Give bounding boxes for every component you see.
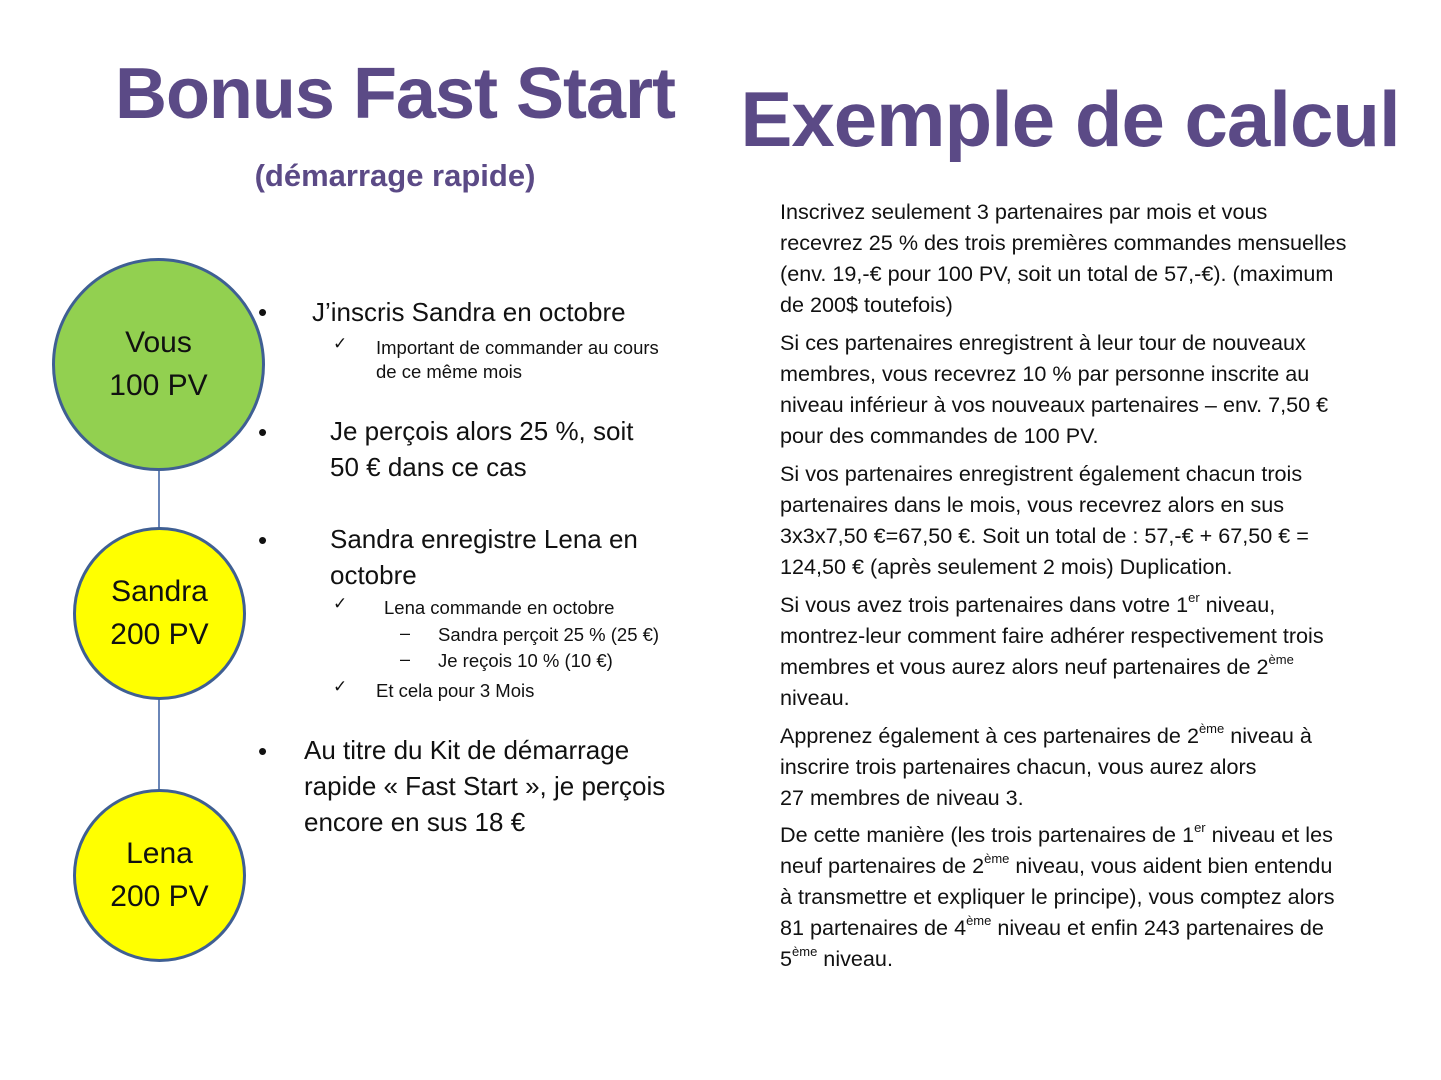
- bullet-3-marker: •: [258, 525, 268, 555]
- bullet-2-text: Je perçois alors 25 %, soit 50 € dans ce cas: [330, 416, 634, 482]
- connector-vous-sandra: [158, 468, 160, 530]
- node-lena: [73, 789, 246, 962]
- example-title: Exemple de calcul: [740, 75, 1400, 163]
- node-sandra: [73, 527, 246, 700]
- node-vous-name: Vous: [125, 325, 192, 359]
- node-lena-name: Lena: [126, 836, 193, 870]
- bullet-1-marker: •: [258, 297, 268, 327]
- bullet-3-sub-1-dash-1: Sandra perçoit 25 % (25 €): [438, 624, 660, 645]
- paragraph-6: De cette manière (les trois partenaires de 1er niveau et les neuf partenaires de 2ème niveau, vous aident bien entendu à transmettre et expliquer le principe), vous comptez alors 81 partenaires de 4ème niveau et enfin 243 partenaires de 5ème niveau.: [780, 819, 1335, 971]
- bonus-title: Bonus Fast Start: [114, 54, 676, 134]
- check-icon: ✓: [333, 594, 348, 613]
- node-lena-pv: 200 PV: [110, 879, 209, 913]
- paragraph-3: Si vos partenaires enregistrent également chacun trois partenaires dans le mois, vous recevrez alors en sus 3x3x7,50 €=67,50 €. Soit un total de : 57,-€ + 67,50 € = 124,50 € (après seulement 2 mois) Duplication.: [780, 461, 1309, 579]
- bullet-2-marker: •: [258, 417, 268, 447]
- bullet-1-text: J’inscris Sandra en octobre: [312, 297, 626, 327]
- bullet-3-text: Sandra enregistre Lena en octobre: [330, 524, 638, 590]
- paragraph-5: Apprenez également à ces partenaires de 2ème niveau à inscrire trois partenaires chacun, vous aurez alors 27 membres de niveau 3.: [780, 720, 1312, 810]
- node-sandra-pv: 200 PV: [110, 617, 209, 651]
- bullet-3-sub-1: Lena commande en octobre: [384, 597, 615, 618]
- dash-icon: –: [400, 623, 411, 643]
- check-icon: ✓: [333, 677, 348, 696]
- paragraph-2: Si ces partenaires enregistrent à leur tour de nouveaux membres, vous recevrez 10 % par personne inscrite au niveau inférieur à vos nouveaux partenaires – env. 7,50 € pour des commandes de 100 PV.: [780, 330, 1329, 448]
- bullet-4-text: Au titre du Kit de démarrage rapide « Fast Start », je perçois encore en sus 18 €: [304, 735, 666, 837]
- bullet-1-sub-1: Important de commander au cours de ce même mois: [376, 337, 659, 383]
- connector-sandra-lena: [158, 698, 160, 792]
- check-icon: ✓: [333, 334, 348, 353]
- node-vous-pv: 100 PV: [109, 368, 208, 402]
- bullet-3-sub-1-dash-2: Je reçois 10 % (10 €): [438, 650, 613, 671]
- bullet-4-marker: •: [258, 736, 268, 766]
- paragraph-1: Inscrivez seulement 3 partenaires par mois et vous recevrez 25 % des trois premières commandes mensuelles (env. 19,-€ pour 100 PV, soit un total de 57,-€). (maximum de 200$ toutefois): [780, 199, 1347, 317]
- bullet-3-sub-2: Et cela pour 3 Mois: [376, 680, 535, 701]
- node-vous: [52, 258, 268, 471]
- node-sandra-name: Sandra: [111, 574, 208, 608]
- paragraph-4: Si vous avez trois partenaires dans votre 1er niveau, montrez-leur comment faire adhérer respectivement trois membres et vous aurez alors neuf partenaires de 2ème niveau.: [780, 589, 1324, 710]
- dash-icon: –: [400, 649, 411, 669]
- bonus-subtitle: (démarrage rapide): [254, 158, 536, 193]
